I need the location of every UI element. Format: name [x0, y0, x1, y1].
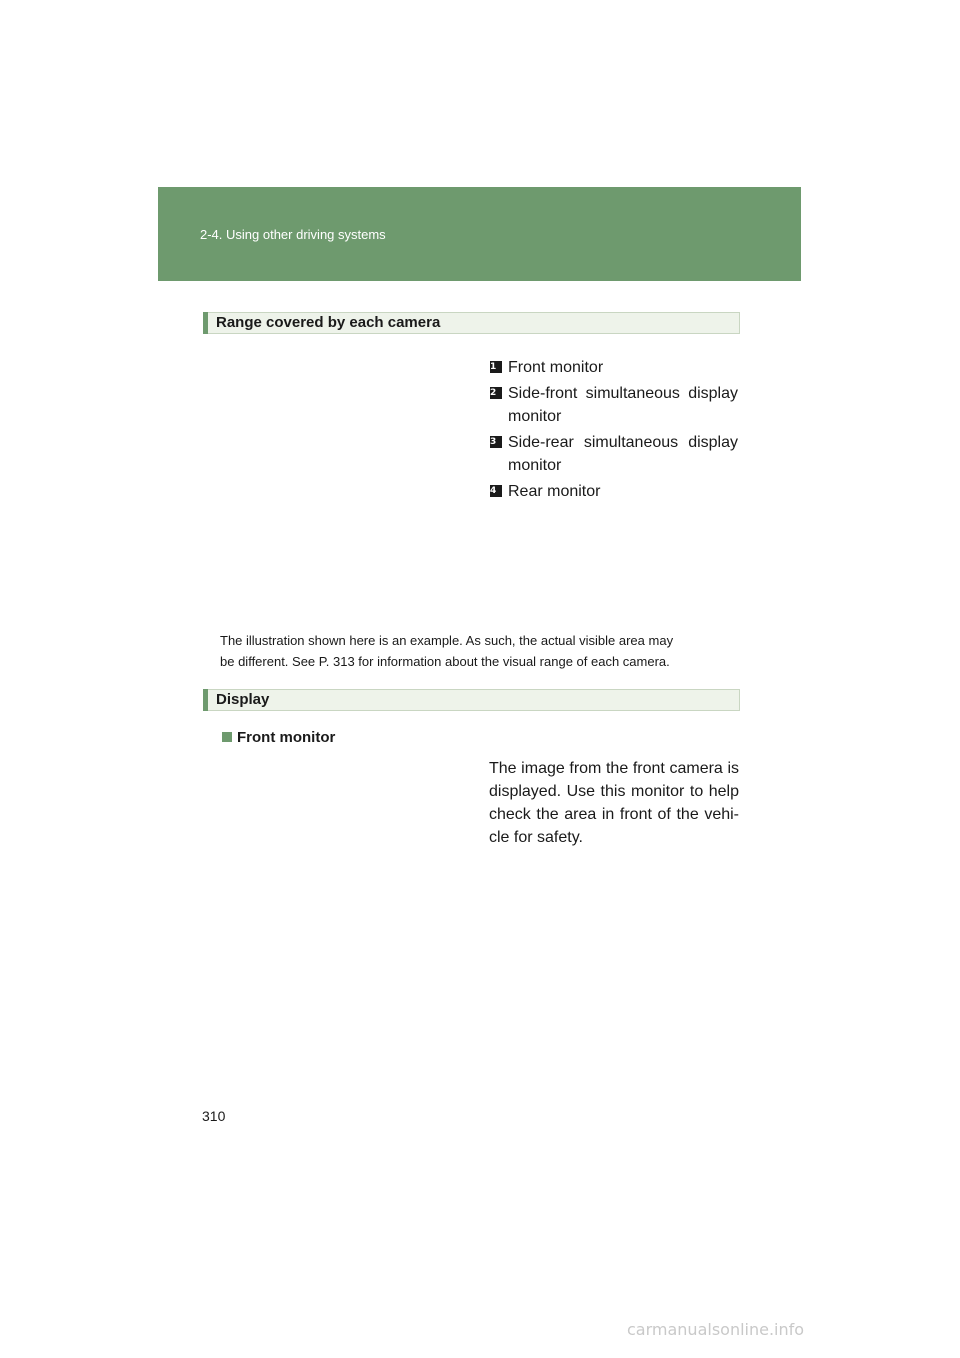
legend-label-line1	[508, 382, 738, 405]
section-label: 2-4. Using other driving systems	[200, 227, 386, 242]
legend-item-side-front	[488, 382, 738, 428]
number-4-icon: 4	[490, 485, 502, 497]
square-bullet-icon	[222, 732, 232, 742]
number-2-icon: 2	[490, 387, 502, 399]
heading-accent	[203, 689, 208, 711]
display-heading: Display	[216, 691, 270, 708]
legend-word: simultaneous	[585, 385, 680, 402]
site-watermark: carmanualsonline.info	[627, 1320, 805, 1339]
camera-legend-list	[488, 356, 738, 506]
legend-word: Side-rear	[508, 434, 574, 451]
number-3-icon: 3	[490, 436, 502, 448]
legend-label-line2: monitor	[508, 408, 562, 425]
note-line: The illustration shown here is an example. As such, the actual visible area may	[220, 633, 674, 648]
legend-label-line2: monitor	[508, 457, 562, 474]
range-heading-bar	[203, 312, 740, 334]
range-heading: Range covered by each camera	[216, 314, 441, 331]
front-monitor-description: The image from the front camera is displayed. Use this monitor to help check the area in front of the vehi-cle for safety.	[489, 760, 739, 846]
front-monitor-subheading	[222, 729, 335, 746]
subheading-text: Front monitor	[237, 729, 336, 746]
number-1-icon: 1	[490, 361, 502, 373]
legend-word: Side-front	[508, 385, 578, 402]
legend-item-rear	[488, 480, 738, 503]
legend-label: Rear monitor	[508, 483, 601, 500]
page-number: 310	[202, 1108, 226, 1124]
legend-word: display	[688, 434, 738, 451]
heading-accent	[203, 312, 208, 334]
legend-word: display	[688, 385, 738, 402]
legend-item-side-rear	[488, 431, 738, 477]
note-line: be different. See P. 313 for information about the visual range of each camera.	[220, 654, 670, 669]
legend-item-front	[488, 356, 738, 379]
legend-word: simultaneous	[583, 434, 679, 451]
display-heading-bar	[203, 689, 740, 711]
chapter-header-band	[158, 187, 801, 281]
legend-label-line1	[508, 431, 738, 454]
illustration-note	[220, 630, 740, 672]
legend-label: Front monitor	[508, 359, 604, 376]
